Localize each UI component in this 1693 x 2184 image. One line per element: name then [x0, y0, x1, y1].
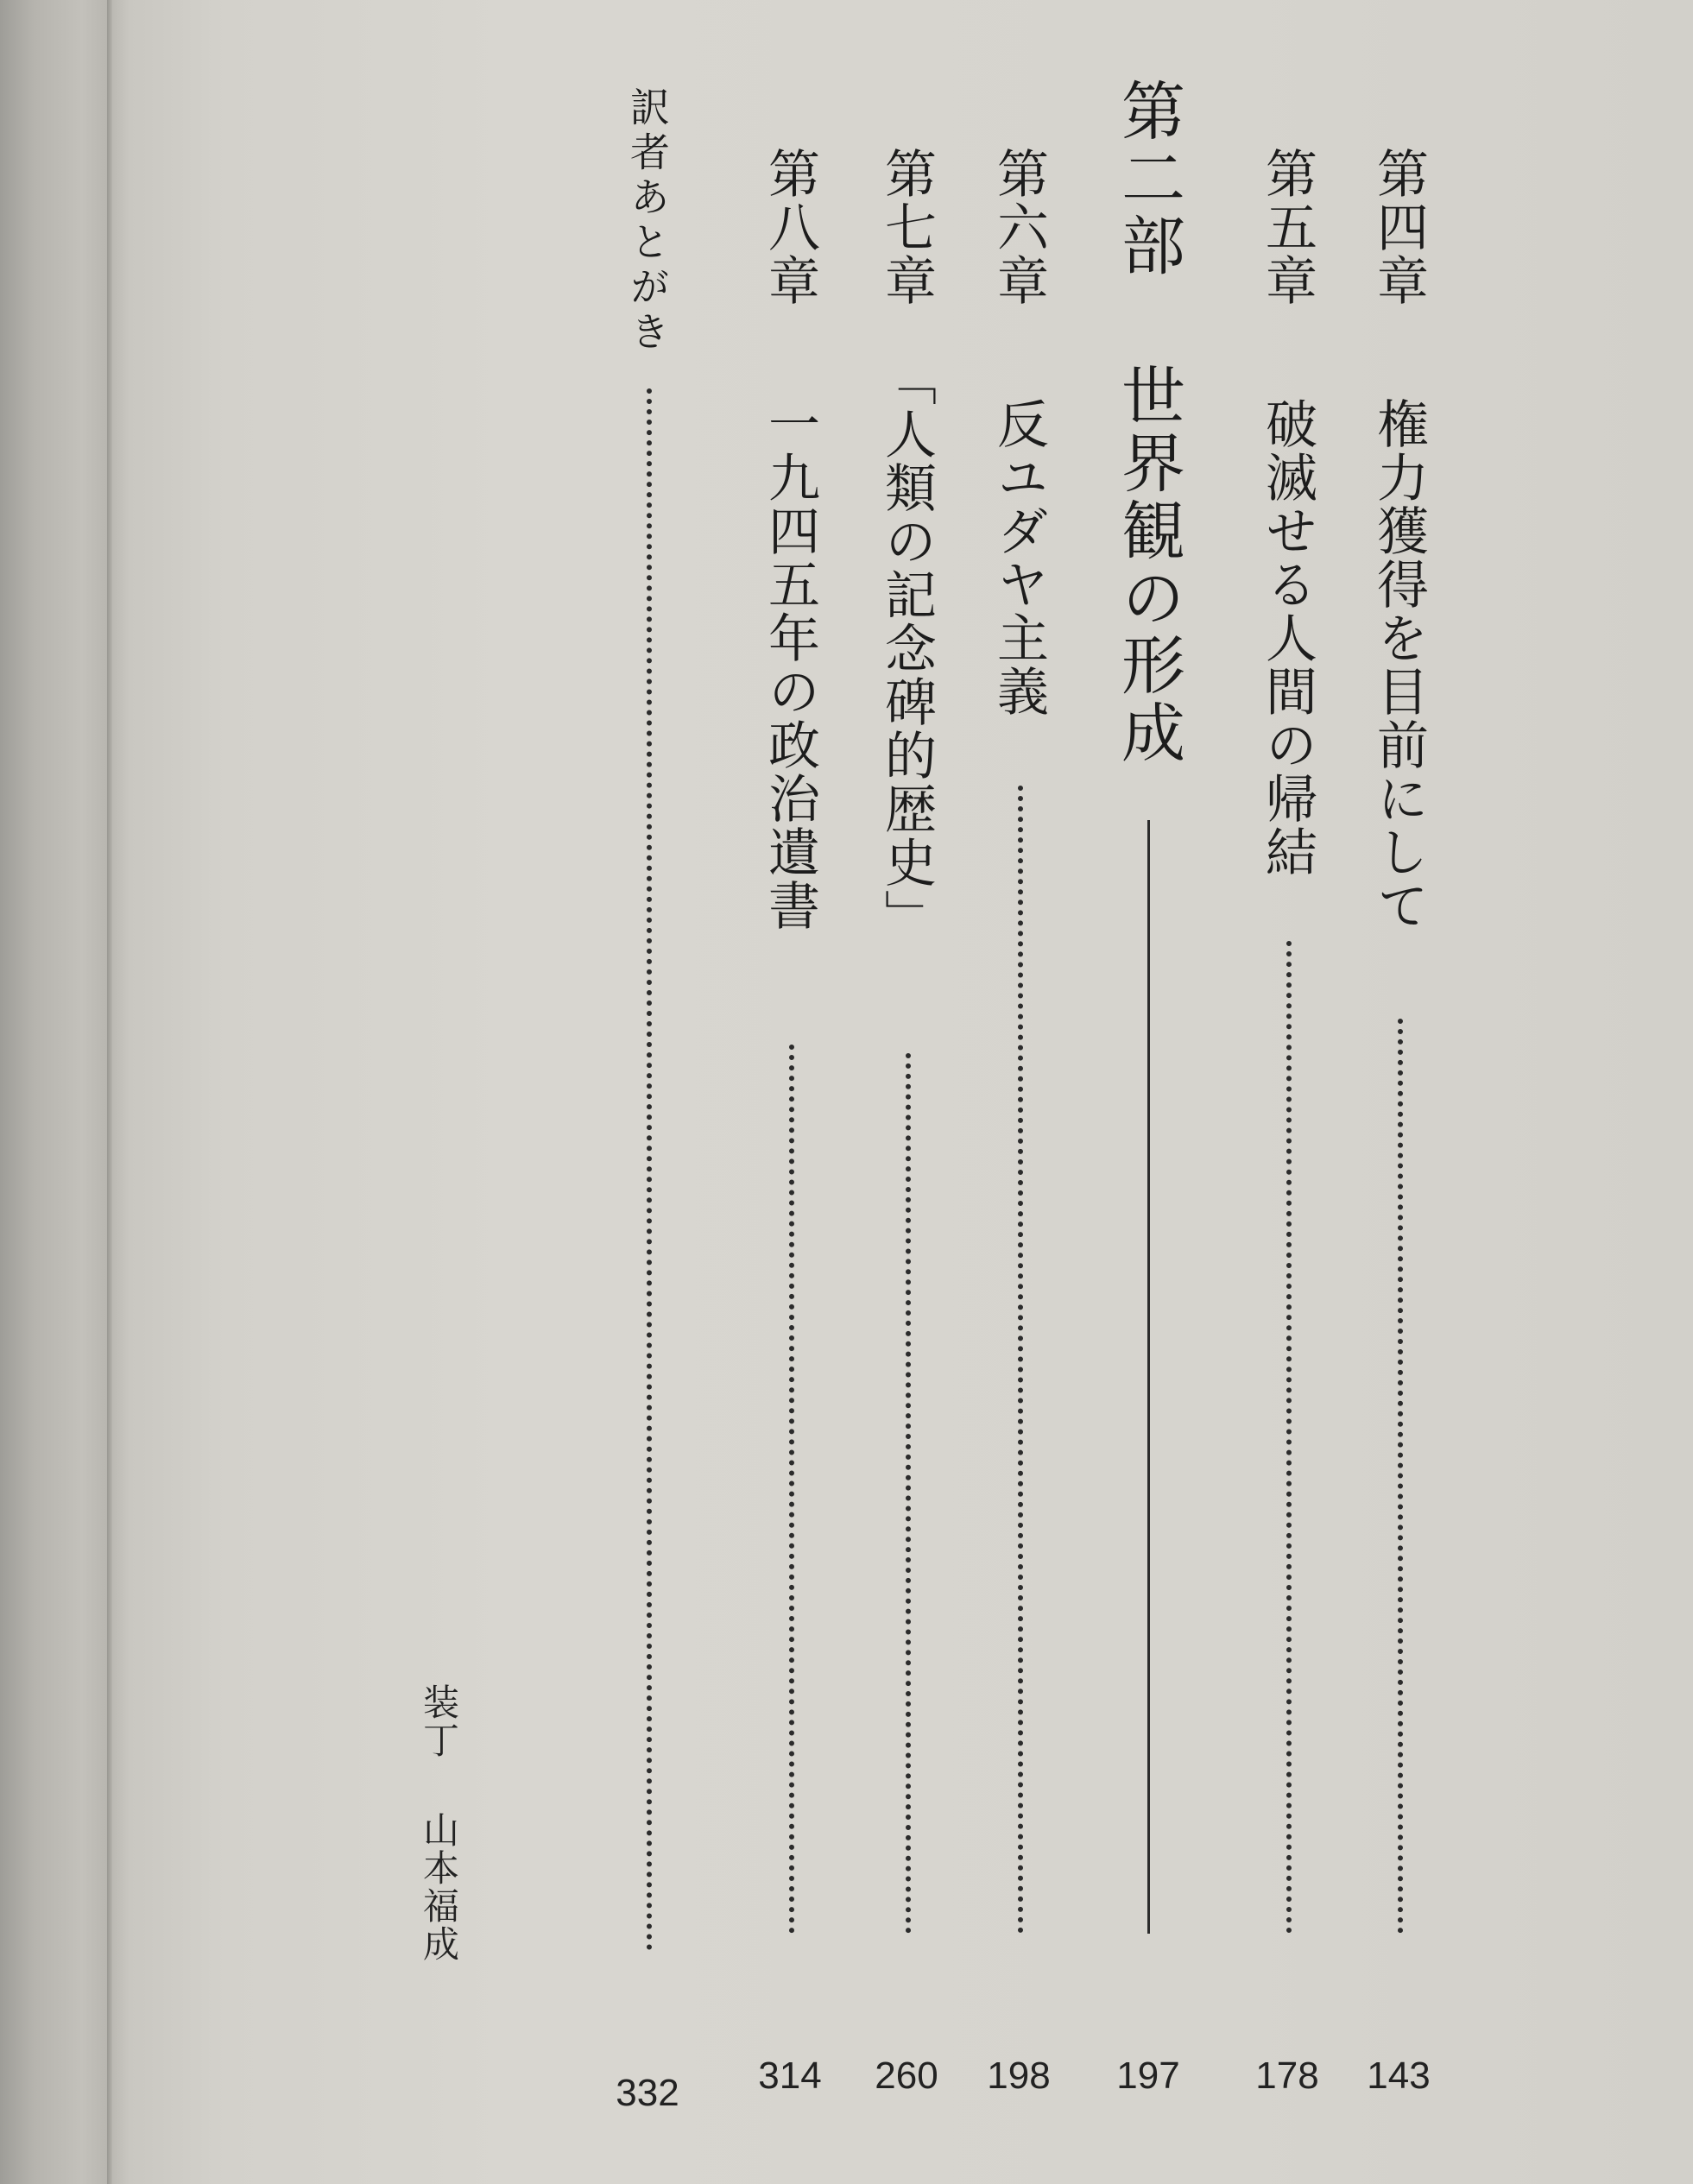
page-number: 197	[1116, 2055, 1180, 2097]
toc-part-entry[interactable]	[1109, 78, 1187, 2097]
page-number: 332	[616, 2072, 679, 2114]
chapter-title: 「人類の記念碑的歴史」	[876, 354, 937, 943]
dot-leader	[1018, 786, 1023, 1934]
toc-entry[interactable]	[1360, 147, 1437, 2097]
chapter-label: 第四章	[1368, 147, 1429, 307]
dot-leader	[1286, 941, 1292, 1934]
dot-leader	[1398, 1019, 1403, 1934]
part-rule	[1147, 820, 1150, 1934]
chapter-title: 反ユダヤ主義	[989, 397, 1049, 718]
part-label: 第二部	[1111, 78, 1185, 280]
design-credit	[413, 1683, 464, 1963]
chapter-title: 権力獲得を目前にして	[1368, 397, 1429, 932]
toc-entry[interactable]	[1248, 147, 1326, 2097]
credit-role: 装丁	[418, 1683, 460, 1759]
chapter-title: 一九四五年の政治遺書	[760, 397, 820, 932]
page-number: 143	[1367, 2055, 1431, 2097]
dot-leader	[647, 388, 652, 1951]
chapter-label: 第八章	[760, 147, 820, 307]
afterword-label: 訳者あとがき	[624, 86, 671, 356]
chapter-label: 第七章	[876, 147, 937, 307]
credit-name: 山本福成	[418, 1811, 460, 1963]
toc-entry[interactable]	[751, 147, 829, 2097]
toc-entry[interactable]	[868, 147, 945, 2097]
chapter-title: 破滅せる人間の帰結	[1257, 397, 1317, 879]
dot-leader	[906, 1053, 911, 1934]
page-number: 314	[758, 2055, 822, 2097]
chapter-label: 第六章	[989, 147, 1049, 307]
toc-entry[interactable]	[980, 147, 1058, 2097]
page-number: 260	[875, 2055, 938, 2097]
chapter-label: 第五章	[1257, 147, 1317, 307]
page-number: 178	[1255, 2055, 1319, 2097]
page-number: 198	[987, 2055, 1051, 2097]
dot-leader	[789, 1045, 794, 1934]
toc-entry[interactable]	[609, 86, 686, 2114]
book-gutter	[107, 0, 112, 2184]
part-title: 世界観の形成	[1111, 363, 1185, 767]
